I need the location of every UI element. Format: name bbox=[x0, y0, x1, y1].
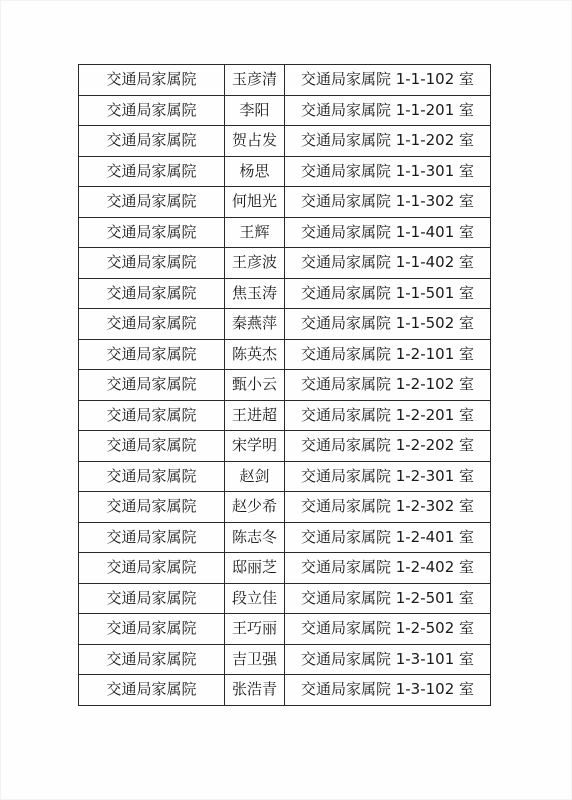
name-cell: 王彦波 bbox=[225, 248, 285, 279]
table-row bbox=[79, 583, 491, 614]
name-cell: 吉卫强 bbox=[225, 644, 285, 675]
unit-cell: 交通局家属院 bbox=[79, 217, 225, 248]
address-cell: 交通局家属院 1-2-102 室 bbox=[285, 370, 491, 401]
unit-cell: 交通局家属院 bbox=[79, 95, 225, 126]
name-cell: 甄小云 bbox=[225, 370, 285, 401]
name-cell: 王巧丽 bbox=[225, 614, 285, 645]
unit-cell: 交通局家属院 bbox=[79, 431, 225, 462]
name-cell: 邸丽芝 bbox=[225, 553, 285, 584]
table-row bbox=[79, 675, 491, 706]
address-cell: 交通局家属院 1-2-502 室 bbox=[285, 614, 491, 645]
unit-cell: 交通局家属院 bbox=[79, 339, 225, 370]
name-cell: 秦燕萍 bbox=[225, 309, 285, 340]
address-cell: 交通局家属院 1-3-101 室 bbox=[285, 644, 491, 675]
unit-cell: 交通局家属院 bbox=[79, 614, 225, 645]
residents-table bbox=[78, 64, 491, 706]
table-row bbox=[79, 126, 491, 157]
table-row bbox=[79, 339, 491, 370]
table-row bbox=[79, 522, 491, 553]
name-cell: 王进超 bbox=[225, 400, 285, 431]
unit-cell: 交通局家属院 bbox=[79, 370, 225, 401]
table-row bbox=[79, 187, 491, 218]
address-cell: 交通局家属院 1-2-501 室 bbox=[285, 583, 491, 614]
name-cell: 玉彦清 bbox=[225, 65, 285, 96]
unit-cell: 交通局家属院 bbox=[79, 65, 225, 96]
unit-cell: 交通局家属院 bbox=[79, 522, 225, 553]
address-cell: 交通局家属院 1-3-102 室 bbox=[285, 675, 491, 706]
address-cell: 交通局家属院 1-1-102 室 bbox=[285, 65, 491, 96]
name-cell: 段立佳 bbox=[225, 583, 285, 614]
address-cell: 交通局家属院 1-1-401 室 bbox=[285, 217, 491, 248]
name-cell: 张浩青 bbox=[225, 675, 285, 706]
table-row bbox=[79, 553, 491, 584]
unit-cell: 交通局家属院 bbox=[79, 126, 225, 157]
table-row bbox=[79, 156, 491, 187]
table-body bbox=[79, 65, 491, 706]
unit-cell: 交通局家属院 bbox=[79, 553, 225, 584]
table-row bbox=[79, 492, 491, 523]
address-cell: 交通局家属院 1-2-302 室 bbox=[285, 492, 491, 523]
unit-cell: 交通局家属院 bbox=[79, 644, 225, 675]
unit-cell: 交通局家属院 bbox=[79, 492, 225, 523]
address-cell: 交通局家属院 1-2-401 室 bbox=[285, 522, 491, 553]
unit-cell: 交通局家属院 bbox=[79, 278, 225, 309]
name-cell: 陈志冬 bbox=[225, 522, 285, 553]
address-cell: 交通局家属院 1-1-402 室 bbox=[285, 248, 491, 279]
unit-cell: 交通局家属院 bbox=[79, 461, 225, 492]
name-cell: 陈英杰 bbox=[225, 339, 285, 370]
name-cell: 何旭光 bbox=[225, 187, 285, 218]
unit-cell: 交通局家属院 bbox=[79, 675, 225, 706]
name-cell: 贺占发 bbox=[225, 126, 285, 157]
table-row bbox=[79, 95, 491, 126]
unit-cell: 交通局家属院 bbox=[79, 156, 225, 187]
table-row bbox=[79, 614, 491, 645]
name-cell: 赵少希 bbox=[225, 492, 285, 523]
table-row bbox=[79, 400, 491, 431]
address-cell: 交通局家属院 1-2-301 室 bbox=[285, 461, 491, 492]
table-row bbox=[79, 248, 491, 279]
address-cell: 交通局家属院 1-1-201 室 bbox=[285, 95, 491, 126]
name-cell: 李阳 bbox=[225, 95, 285, 126]
address-cell: 交通局家属院 1-2-402 室 bbox=[285, 553, 491, 584]
name-cell: 杨思 bbox=[225, 156, 285, 187]
name-cell: 宋学明 bbox=[225, 431, 285, 462]
address-cell: 交通局家属院 1-2-202 室 bbox=[285, 431, 491, 462]
table-row bbox=[79, 309, 491, 340]
unit-cell: 交通局家属院 bbox=[79, 400, 225, 431]
address-cell: 交通局家属院 1-1-302 室 bbox=[285, 187, 491, 218]
name-cell: 王辉 bbox=[225, 217, 285, 248]
address-cell: 交通局家属院 1-1-301 室 bbox=[285, 156, 491, 187]
table-row bbox=[79, 278, 491, 309]
unit-cell: 交通局家属院 bbox=[79, 187, 225, 218]
address-cell: 交通局家属院 1-2-201 室 bbox=[285, 400, 491, 431]
table-row bbox=[79, 431, 491, 462]
name-cell: 焦玉涛 bbox=[225, 278, 285, 309]
table-row bbox=[79, 65, 491, 96]
address-cell: 交通局家属院 1-1-502 室 bbox=[285, 309, 491, 340]
table-row bbox=[79, 461, 491, 492]
unit-cell: 交通局家属院 bbox=[79, 309, 225, 340]
table-row bbox=[79, 644, 491, 675]
name-cell: 赵剑 bbox=[225, 461, 285, 492]
table-row bbox=[79, 370, 491, 401]
address-cell: 交通局家属院 1-1-501 室 bbox=[285, 278, 491, 309]
unit-cell: 交通局家属院 bbox=[79, 248, 225, 279]
address-cell: 交通局家属院 1-2-101 室 bbox=[285, 339, 491, 370]
address-cell: 交通局家属院 1-1-202 室 bbox=[285, 126, 491, 157]
table-row bbox=[79, 217, 491, 248]
unit-cell: 交通局家属院 bbox=[79, 583, 225, 614]
